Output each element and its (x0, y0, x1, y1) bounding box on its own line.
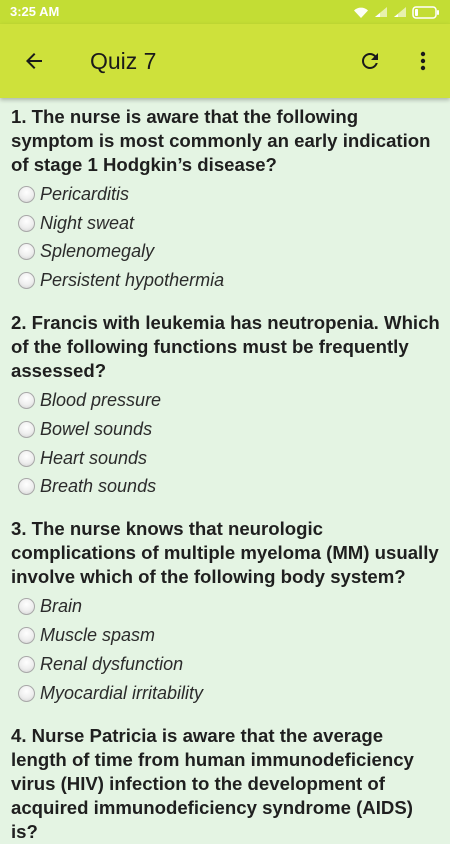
radio-button[interactable] (18, 421, 35, 438)
question-1 (11, 105, 440, 295)
answer-label: Brain (40, 596, 83, 617)
radio-button[interactable] (18, 656, 35, 673)
refresh-button[interactable] (354, 46, 386, 76)
answer-options (11, 386, 440, 501)
status-time: 3:25 AM (10, 4, 60, 19)
answer-options (11, 180, 440, 295)
answer-label: Persistent hypothermia (40, 270, 225, 291)
wifi-icon (353, 6, 369, 19)
answer-option[interactable] (11, 444, 440, 473)
answer-option[interactable] (11, 415, 440, 444)
radio-button[interactable] (18, 392, 35, 409)
signal-icon-secondary (393, 6, 407, 18)
question-3 (11, 517, 440, 707)
answer-label: Night sweat (40, 212, 135, 233)
answer-option[interactable] (11, 238, 440, 267)
answer-option[interactable] (11, 473, 440, 502)
answer-label: Heart sounds (40, 447, 148, 468)
radio-button[interactable] (18, 272, 35, 289)
question-2 (11, 311, 440, 501)
status-bar (0, 0, 450, 24)
radio-button[interactable] (18, 478, 35, 495)
answer-label: Renal dysfunction (40, 653, 184, 674)
more-vert-icon (411, 49, 435, 73)
signal-icon (374, 6, 388, 18)
radio-button[interactable] (18, 685, 35, 702)
answer-options (11, 592, 440, 707)
question-text: 2. Francis with leukemia has neutropenia. Which of the following functions must be frequently assessed? (11, 312, 440, 382)
radio-button[interactable] (18, 215, 35, 232)
answer-option[interactable] (11, 180, 440, 209)
answer-option[interactable] (11, 650, 440, 679)
more-options-button[interactable] (408, 46, 438, 76)
arrow-back-icon (22, 49, 46, 73)
question-4 (11, 724, 440, 844)
app-bar (0, 24, 450, 98)
radio-button[interactable] (18, 243, 35, 260)
radio-button[interactable] (18, 450, 35, 467)
answer-label: Myocardial irritability (40, 682, 204, 703)
answer-option[interactable] (11, 266, 440, 295)
question-text: 4. Nurse Patricia is aware that the average length of time from human immunodeficiency virus (HIV) infection to the development of acquired immunodeficiency syndrome (AIDS) is? (11, 724, 414, 842)
answer-label: Splenomegaly (40, 241, 155, 262)
question-text: 3. The nurse knows that neurologic complications of multiple myeloma (MM) usually involve which of the following body system? (11, 518, 439, 588)
question-text: 1. The nurse is aware that the following symptom is most commonly an early indication of stage 1 Hodgkin’s disease? (11, 106, 431, 175)
answer-label: Bowel sounds (40, 418, 153, 439)
refresh-icon (358, 49, 382, 73)
answer-label: Blood pressure (40, 390, 162, 411)
answer-option[interactable] (11, 386, 440, 415)
answer-option[interactable] (11, 209, 440, 238)
radio-button[interactable] (18, 598, 35, 615)
quiz-question-list[interactable] (0, 98, 450, 842)
answer-option[interactable] (11, 592, 440, 621)
battery-icon (412, 6, 440, 19)
answer-option[interactable] (11, 621, 440, 650)
status-icons (353, 3, 440, 21)
answer-label: Pericarditis (40, 183, 130, 204)
radio-button[interactable] (18, 186, 35, 203)
radio-button[interactable] (18, 627, 35, 644)
answer-label: Muscle spasm (40, 625, 156, 646)
back-button[interactable] (16, 46, 52, 76)
answer-option[interactable] (11, 679, 440, 708)
answer-label: Breath sounds (40, 476, 157, 497)
page-title: Quiz 7 (90, 48, 157, 74)
